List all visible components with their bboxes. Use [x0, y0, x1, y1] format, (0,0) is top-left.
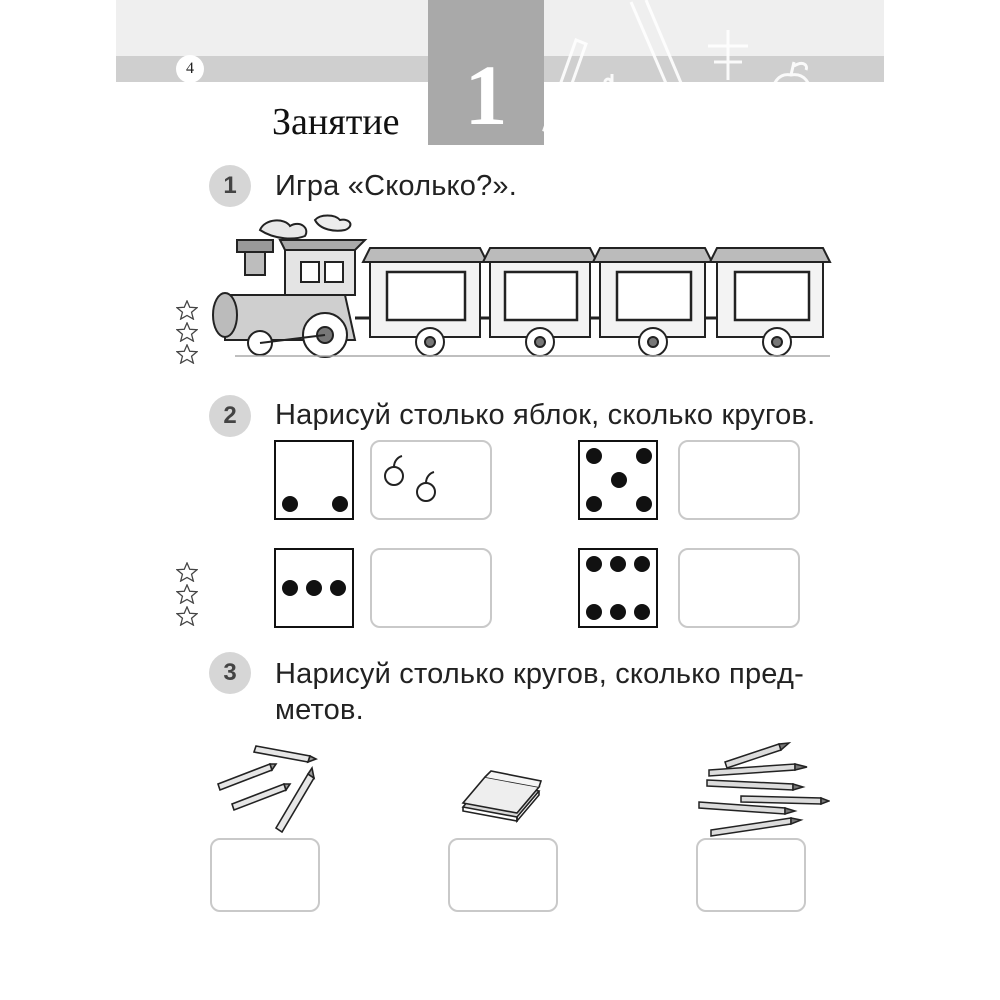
- pens-icon: [212, 738, 322, 833]
- dice-dot: [330, 580, 346, 596]
- task-2-text: Нарисуй столько яблок, сколько кругов.: [275, 399, 816, 431]
- dice-dot: [610, 604, 626, 620]
- star-icon: [176, 300, 198, 320]
- dice-dot: [332, 496, 348, 512]
- school-supplies-icon: [536, 0, 836, 145]
- dice-dot: [586, 556, 602, 572]
- star-icon: [176, 322, 198, 342]
- star-icon: [176, 606, 198, 626]
- dice-card: [274, 440, 354, 520]
- dice-dot: [586, 496, 602, 512]
- dice-dot: [636, 448, 652, 464]
- answer-box[interactable]: [448, 838, 558, 912]
- lesson-title: Занятие: [272, 101, 400, 143]
- dice-dot: [610, 556, 626, 572]
- difficulty-stars: [176, 562, 200, 628]
- answer-box[interactable]: [210, 838, 320, 912]
- task-1-text: Игра «Сколько?».: [275, 170, 517, 202]
- difficulty-stars: [176, 300, 200, 366]
- answer-box[interactable]: [678, 440, 800, 520]
- answer-box[interactable]: [696, 838, 806, 912]
- task-2-badge: 2: [209, 395, 251, 437]
- star-icon: [176, 562, 198, 582]
- task-3-text-line2: метов.: [275, 694, 364, 726]
- answer-box[interactable]: [370, 440, 492, 520]
- dice-card: [578, 548, 658, 628]
- star-icon: [176, 584, 198, 604]
- pencils-icon: [695, 738, 830, 838]
- answer-box[interactable]: [370, 548, 492, 628]
- dice-dot: [634, 604, 650, 620]
- task-1-badge: 1: [209, 165, 251, 207]
- dice-dot: [282, 580, 298, 596]
- lesson-number: 1: [464, 47, 508, 143]
- dice-dot: [611, 472, 627, 488]
- dice-dot: [586, 604, 602, 620]
- dice-card: [578, 440, 658, 520]
- page-number: 4: [176, 55, 204, 83]
- task-3-badge: 3: [209, 652, 251, 694]
- dice-dot: [636, 496, 652, 512]
- dice-dot: [634, 556, 650, 572]
- star-icon: [176, 344, 198, 364]
- apple-icon: [372, 442, 490, 518]
- dice-dot: [282, 496, 298, 512]
- notebooks-icon: [455, 765, 545, 825]
- dice-card: [274, 548, 354, 628]
- task-3-text-line1: Нарисуй столько кругов, сколько пред-: [275, 658, 804, 690]
- dice-dot: [306, 580, 322, 596]
- answer-box[interactable]: [678, 548, 800, 628]
- train-icon: [205, 210, 835, 365]
- dice-dot: [586, 448, 602, 464]
